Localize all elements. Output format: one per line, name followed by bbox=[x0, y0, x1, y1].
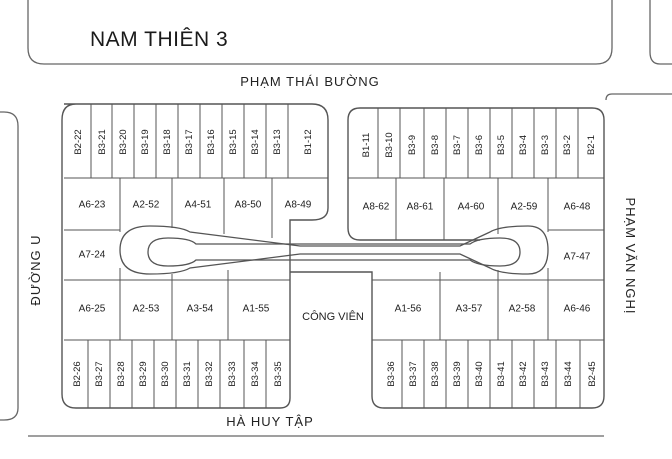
lot-label: A6-46 bbox=[563, 303, 591, 315]
lot-label: B3-3 bbox=[540, 134, 551, 156]
lot-label: B3-6 bbox=[474, 134, 485, 156]
lot-label: B3-10 bbox=[384, 132, 395, 158]
lot-label: B3-20 bbox=[118, 129, 129, 155]
lot-label: B3-4 bbox=[518, 134, 529, 156]
lot-label: B2-1 bbox=[586, 134, 597, 156]
lot-label: B3-36 bbox=[386, 361, 397, 387]
lot-label: B3-33 bbox=[227, 361, 238, 387]
lot-label: B3-14 bbox=[250, 129, 261, 155]
lot-label: A8-50 bbox=[234, 199, 262, 211]
lot-label: A4-51 bbox=[184, 199, 212, 211]
lot-label: A8-49 bbox=[284, 199, 312, 211]
lot-label: A4-60 bbox=[457, 201, 485, 213]
lot-label: B1-12 bbox=[303, 129, 314, 155]
lot-label: A7-47 bbox=[563, 251, 591, 263]
lot-label: B3-17 bbox=[184, 129, 195, 155]
lot-label: B3-31 bbox=[182, 361, 193, 387]
lot-label: B1-11 bbox=[361, 132, 372, 158]
lot-label: B3-21 bbox=[97, 129, 108, 155]
park-label: CÔNG VIÊN bbox=[302, 311, 364, 323]
lot-label: B3-8 bbox=[430, 134, 441, 156]
lot-label: B3-15 bbox=[228, 129, 239, 155]
lot-label: A8-62 bbox=[362, 201, 390, 213]
lot-label: B2-26 bbox=[72, 361, 83, 387]
lot-label: A3-57 bbox=[455, 303, 483, 315]
street-label-top: PHẠM THÁI BƯỜNG bbox=[240, 74, 380, 89]
lot-label: B2-22 bbox=[73, 129, 84, 155]
street-label-right: PHẠM VĂN NGHỊ bbox=[623, 197, 638, 315]
lot-label: B3-40 bbox=[474, 361, 485, 387]
lot-label: B3-5 bbox=[496, 134, 507, 156]
lot-label: B3-35 bbox=[273, 361, 284, 387]
lot-label: B3-38 bbox=[430, 361, 441, 387]
lot-label: B3-16 bbox=[206, 129, 217, 155]
lot-label: B3-13 bbox=[272, 129, 283, 155]
lot-label: B3-34 bbox=[250, 361, 261, 387]
lot-label: B3-37 bbox=[408, 361, 419, 387]
lot-label: A2-52 bbox=[132, 199, 160, 211]
lot-label: A2-58 bbox=[508, 303, 536, 315]
right-block-outline bbox=[290, 108, 604, 408]
lot-label: B3-18 bbox=[162, 129, 173, 155]
street-label-left: ĐƯỜNG U bbox=[28, 234, 43, 306]
lot-label: A2-53 bbox=[132, 303, 160, 315]
lot-label: B3-39 bbox=[452, 361, 463, 387]
lot-label: A1-55 bbox=[242, 303, 270, 315]
lot-label: A6-25 bbox=[78, 303, 106, 315]
lot-label: A2-59 bbox=[510, 201, 538, 213]
lot-label: A1-56 bbox=[394, 303, 422, 315]
lot-label: A8-61 bbox=[406, 201, 434, 213]
lot-label: B3-9 bbox=[407, 134, 418, 156]
lot-label: B3-19 bbox=[140, 129, 151, 155]
lot-label: A6-23 bbox=[78, 199, 106, 211]
lot-label: B3-42 bbox=[518, 361, 529, 387]
lot-label: B3-29 bbox=[138, 361, 149, 387]
lot-label: B3-7 bbox=[452, 134, 463, 156]
lot-label: B3-30 bbox=[160, 361, 171, 387]
lot-label: A3-54 bbox=[186, 303, 214, 315]
lot-label: B3-44 bbox=[563, 361, 574, 387]
lot-label: B3-2 bbox=[562, 134, 573, 156]
lot-label: A6-48 bbox=[563, 201, 591, 213]
street-label-bottom: HÀ HUY TẬP bbox=[226, 414, 314, 429]
lot-label: B3-32 bbox=[204, 361, 215, 387]
lot-label: B3-41 bbox=[496, 361, 507, 387]
lot-label: B3-43 bbox=[540, 361, 551, 387]
map-title: NAM THIÊN 3 bbox=[90, 28, 229, 51]
lot-label: B3-28 bbox=[116, 361, 127, 387]
lot-label: B2-45 bbox=[587, 361, 598, 387]
lot-label: B3-27 bbox=[94, 361, 105, 387]
park-loop-road bbox=[120, 226, 548, 274]
lot-label: A7-24 bbox=[78, 249, 106, 261]
